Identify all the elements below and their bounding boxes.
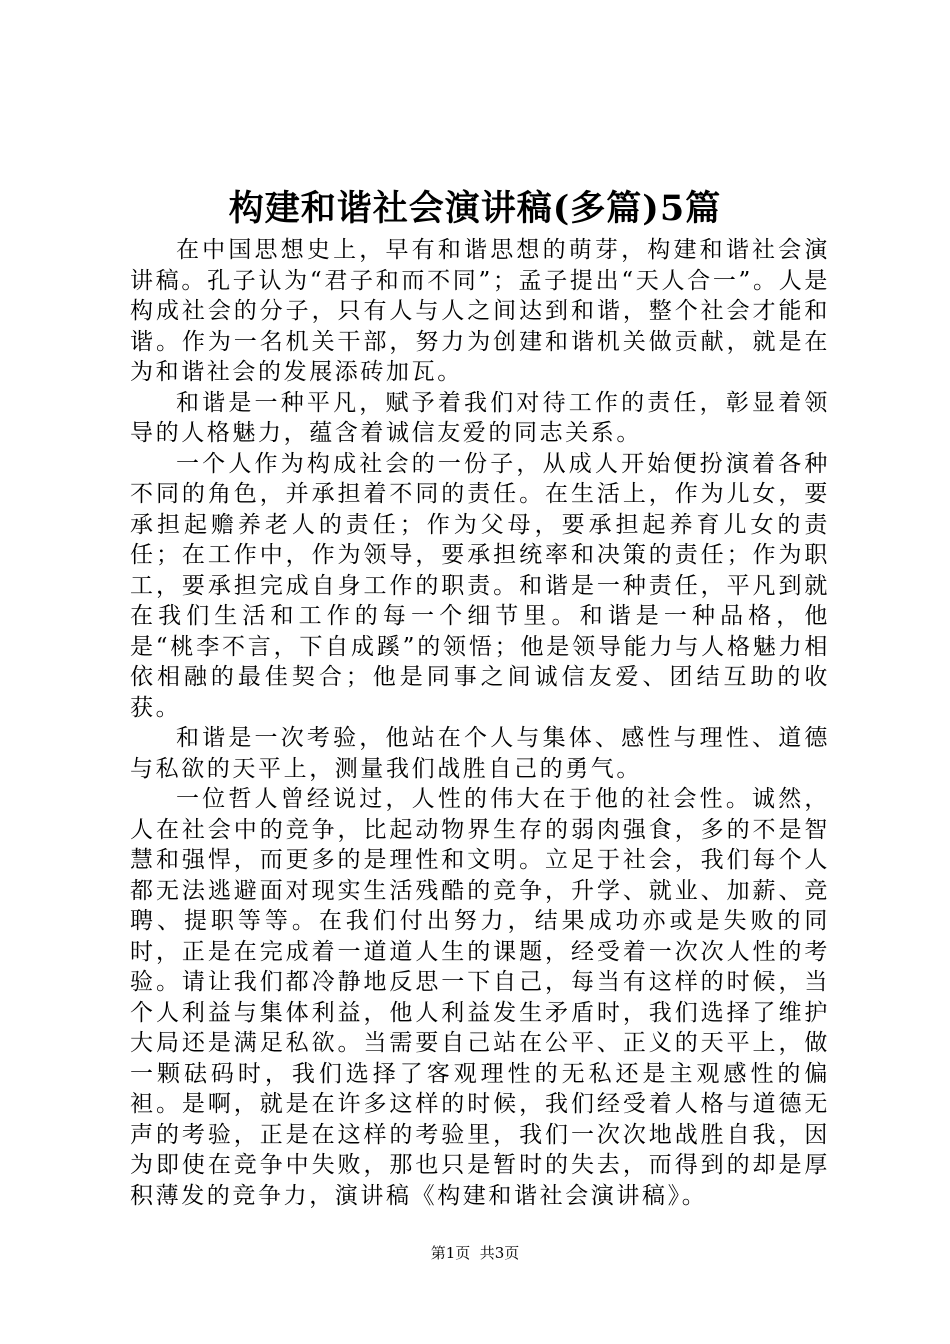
page-footer [0,1243,950,1263]
paragraph-3: 一个人作为构成社会的一份子，从成人开始便扮演着各种不同的角色，并承担着不同的责任。在生活上，作为儿女，要承担起赡养老人的责任；作为父母，要承担起养育儿女的责任；在工作中，作为领导，要承担统率和决策的责任；作为职工，要承担完成自身工作的职责。和谐是一种责任，平凡到就在我们生活和工作的每一个细节里。和谐是一种品格，他是“桃李不言，下自成蹊”的领悟；他是领导能力与人格魅力相依相融的最佳契合；他是同事之间诚信友爱、团结互助的收获。 [130,450,830,721]
paragraph-1: 在中国思想史上，早有和谐思想的萌芽，构建和谐社会演讲稿。孔子认为“君子和而不同”；孟子提出“天人合一”。人是构成社会的分子，只有人与人之间达到和谐，整个社会才能和谐。作为一名机关干部，努力为创建和谐机关做贡献，就是在为和谐社会的发展添砖加瓦。 [130,237,830,385]
document-title: 构建和谐社会演讲稿(多篇)5篇 [228,188,722,229]
paragraph-2: 和谐是一种平凡，赋予着我们对待工作的责任，彰显着领导的人格魅力，蕴含着诚信友爱的同志关系。 [130,389,830,446]
page-number: 第1页 共3页 [430,1244,520,1262]
document-body [130,235,830,1211]
paragraph-4: 和谐是一次考验，他站在个人与集体、感性与理性、道德与私欲的天平上，测量我们战胜自己的勇气。 [130,725,830,782]
paragraph-5: 一位哲人曾经说过，人性的伟大在于他的社会性。诚然，人在社会中的竞争，比起动物界生存的弱肉强食，多的不是智慧和强悍，而更多的是理性和文明。立足于社会，我们每个人都无法逃避面对现实生活残酷的竞争，升学、就业、加薪、竞聘、提职等等。在我们付出努力，结果成功亦或是失败的同时，正是在完成着一道道人生的课题，经受着一次次人性的考验。请让我们都冷静地反思一下自己，每当有这样的时候，当个人利益与集体利益，他人利益发生矛盾时，我们选择了维护大局还是满足私欲。当需要自己站在公平、正义的天平上，做一颗砝码时，我们选择了客观理性的无私还是主观感性的偏袒。是啊，就是在许多这样的时候，我们经受着人格与道德无声的考验，正是在这样的考验里，我们一次次地战胜自我，因为即使在竞争中失败，那也只是暂时的失去，而得到的却是厚积薄发的竞争力，演讲稿《构建和谐社会演讲稿》。 [130,786,830,1209]
